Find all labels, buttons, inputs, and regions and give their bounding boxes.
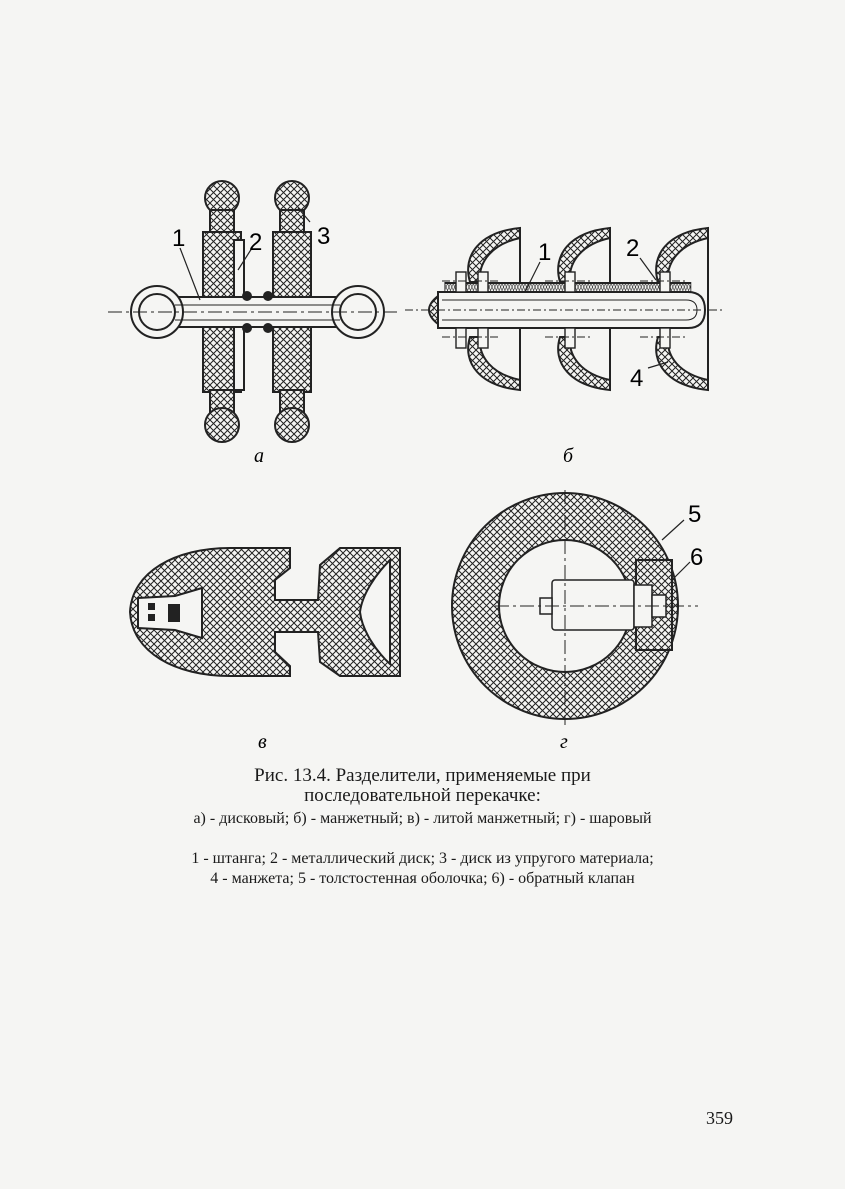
sublabel-v: в [258, 731, 267, 753]
page-number: 359 [706, 1108, 733, 1128]
callout-6: 6 [690, 544, 704, 571]
callout-2b: 2 [626, 235, 640, 262]
caption-legend-line2: 4 - манжета; 5 - толстостенная оболочка; 6) - обратный клапан [210, 870, 635, 887]
callout-4: 4 [630, 365, 644, 392]
callout-2: 2 [249, 229, 263, 256]
callout-3: 3 [317, 223, 331, 250]
callout-5: 5 [688, 501, 702, 528]
drawing-b-cup-separator [405, 228, 722, 390]
caption-title-line1: Рис. 13.4. Разделители, применяемые при [254, 765, 591, 786]
sublabel-a: а [254, 445, 264, 467]
caption-title-line2: последовательной перекачке: [304, 785, 541, 806]
drawing-a-disc-separator [108, 181, 400, 442]
drawing-g-spherical-separator [452, 490, 698, 725]
sublabel-g: г [560, 731, 568, 753]
sublabel-b: б [563, 445, 574, 467]
valve-core [540, 580, 666, 630]
caption-types: а) - дисковый; б) - манжетный; в) - литой манжетный; г) - шаровый [193, 810, 652, 827]
drawing-v-cast-cup-separator [130, 548, 400, 676]
caption-legend-line1: 1 - штанга; 2 - металлический диск; 3 - диск из упругого материала; [191, 850, 654, 867]
callout-1: 1 [172, 225, 186, 252]
callout-1b: 1 [538, 239, 552, 266]
